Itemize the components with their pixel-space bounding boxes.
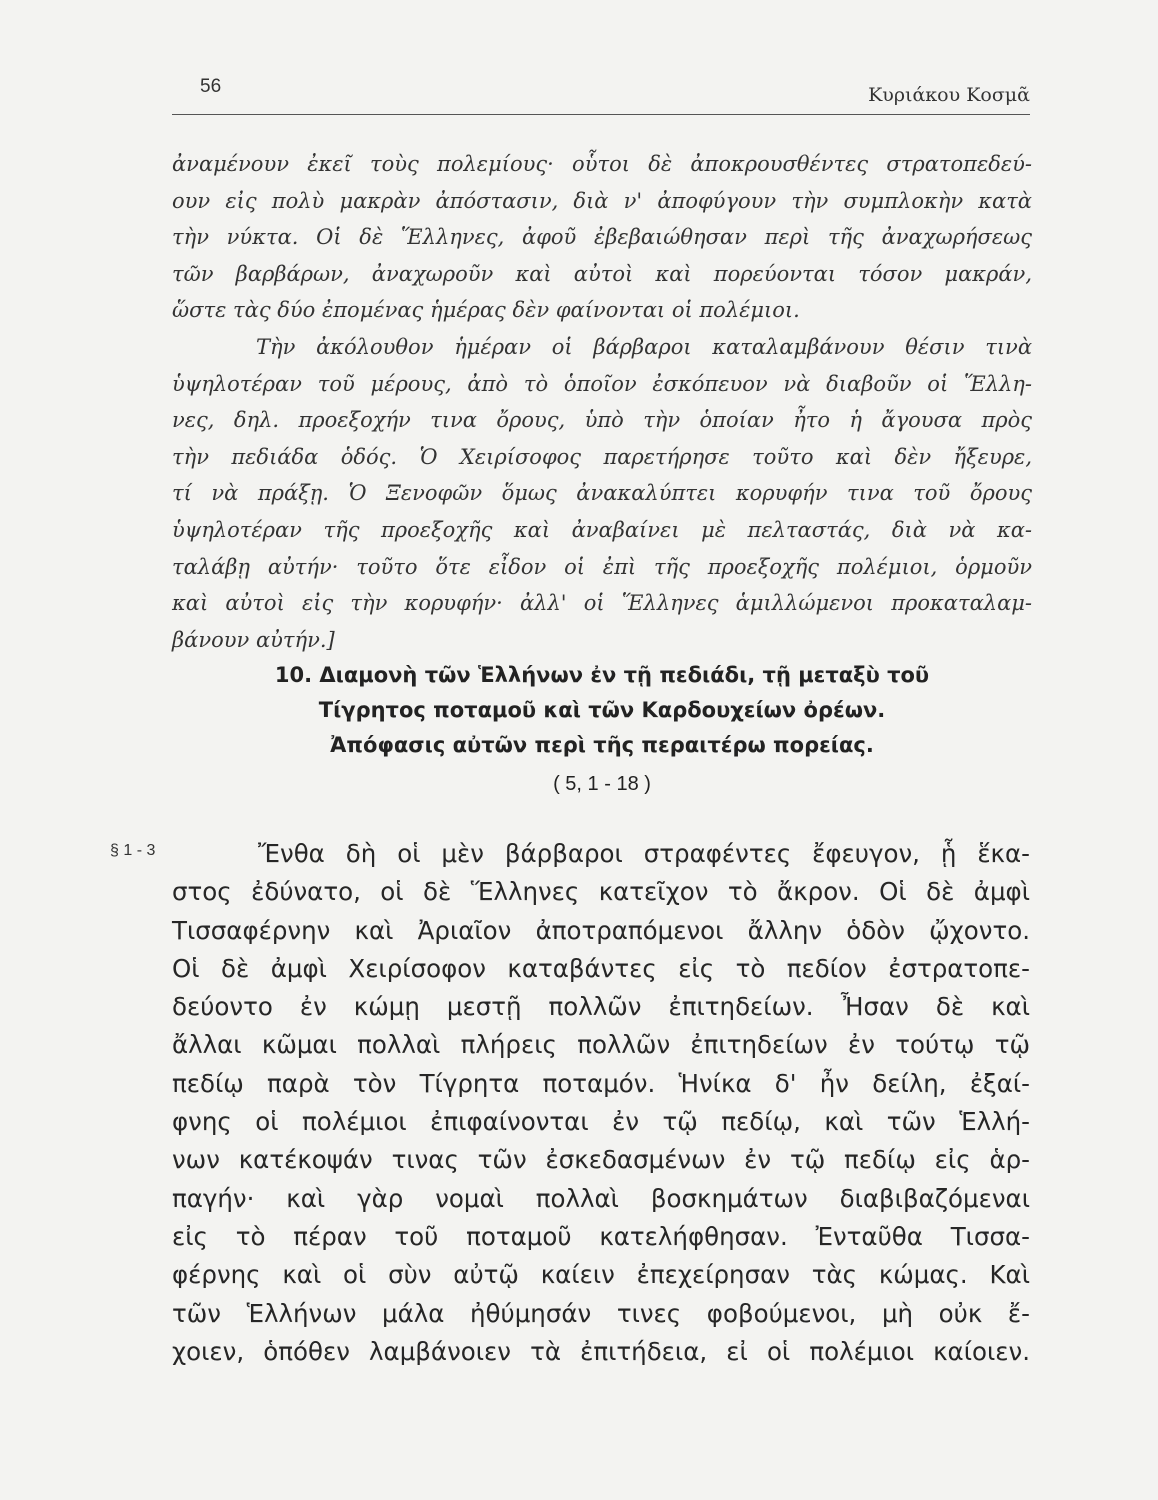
original-line: χοιεν, ὁπόθεν λαμβάνοιεν τὰ ἐπιτήδεια, εἰ οἱ πολέμιοι καίοιεν. xyxy=(172,1336,1030,1366)
translation-line: ουν εἰς πολὺ μακρὰν ἀπόστασιν, διὰ ν' ἀποφύγουν τὴν συμπλοκὴν κατὰ xyxy=(172,188,1032,213)
original-line: δεύοντο ἐν κώμῃ μεστῇ πολλῶν ἐπιτηδείων. Ἦσαν δὲ καὶ xyxy=(172,992,1030,1022)
original-line: παγήν· καὶ γὰρ νομαὶ πολλαὶ βοσκημάτων διαβιβαζόμεναι xyxy=(172,1183,1030,1213)
translation-line: τὴν νύκτα. Οἱ δὲ Ἕλληνες, ἀφοῦ ἐβεβαιώθησαν περὶ τῆς ἀναχωρήσεως xyxy=(172,225,1032,250)
translation-line: καὶ αὐτοὶ εἰς τὴν κορυφήν· ἀλλ' οἱ Ἕλληνες ἁμιλλώμενοι προκαταλαμ- xyxy=(172,591,1032,616)
original-line: στος ἐδύνατο, οἱ δὲ Ἕλληνες κατεῖχον τὸ ἄκρον. Οἱ δὲ ἀμφὶ xyxy=(172,877,1030,907)
translation-line: ὑψηλοτέραν τοῦ μέρους, ἀπὸ τὸ ὁποῖον ἐσκόπευον νὰ διαβοῦν οἱ Ἕλλη- xyxy=(172,371,1032,396)
translation-line: Τὴν ἀκόλουθον ἡμέραν οἱ βάρβαροι καταλαμβάνουν θέσιν τινὰ xyxy=(256,334,1032,359)
running-head: Κυριάκου Κοσμᾶ xyxy=(868,84,1030,106)
original-line: νων κατέκοψάν τινας τῶν ἐσκεδασμένων ἐν τῷ πεδίῳ εἰς ἁρ- xyxy=(172,1145,1030,1175)
translation-line: τῶν βαρβάρων, ἀναχωροῦν καὶ αὐτοὶ καὶ πορεύονται τόσον μακράν, xyxy=(172,261,1032,286)
translation-line: τί νὰ πράξῃ. Ὁ Ξενοφῶν ὅμως ἀνακαλύπτει κορυφήν τινα τοῦ ὄρους xyxy=(172,481,1032,506)
original-line: εἰς τὸ πέραν τοῦ ποταμοῦ κατελήφθησαν. Ἐνταῦθα Τισσα- xyxy=(172,1221,1030,1251)
original-line: φέρνης καὶ οἱ σὺν αὐτῷ καίειν ἐπεχείρησαν τὰς κώμας. Καὶ xyxy=(172,1260,1030,1290)
original-greek-paragraph xyxy=(172,835,1030,1371)
original-line: Ἔνθα δὴ οἱ μὲν βάρβαροι στραφέντες ἔφευγον, ᾗ ἕκα- xyxy=(258,839,1030,868)
original-line: Οἱ δὲ ἀμφὶ Χειρίσοφον καταβάντες εἰς τὸ πεδίον ἐστρατοπε- xyxy=(172,953,1030,983)
section-heading xyxy=(172,658,1032,802)
original-line: φνης οἱ πολέμιοι ἐπιφαίνονται ἐν τῷ πεδίῳ, καὶ τῶν Ἑλλή- xyxy=(172,1107,1030,1137)
section-reference: ( 5, 1 - 18 ) xyxy=(553,773,651,795)
section-title-line: Ἀπόφασις αὐτῶν περὶ τῆς περαιτέρω πορείας. xyxy=(330,733,874,757)
translation-line: ἀναμένουν ἐκεῖ τοὺς πολεμίους· οὗτοι δὲ ἀποκρουσθέντες στρατοπεδεύ- xyxy=(172,152,1032,176)
translation-line: ὑψηλοτέραν τῆς προεξοχῆς καὶ ἀναβαίνει μὲ πελταστάς, διὰ νὰ κα- xyxy=(172,517,1032,542)
translation-paragraph xyxy=(172,146,1032,658)
section-title-line: 10. Διαμονὴ τῶν Ἑλλήνων ἐν τῇ πεδιάδι, τῇ μεταξὺ τοῦ xyxy=(274,663,930,687)
translation-line: νες, δηλ. προεξοχήν τινα ὄρους, ὑπὸ τὴν ὁποίαν ἦτο ἡ ἄγουσα πρὸς xyxy=(172,408,1032,433)
page-number: 56 xyxy=(200,76,222,97)
original-line: ἄλλαι κῶμαι πολλαὶ πλήρεις πολλῶν ἐπιτηδείων ἐν τούτῳ τῷ xyxy=(172,1030,1030,1060)
original-line: πεδίῳ παρὰ τὸν Τίγρητα ποταμόν. Ἡνίκα δ' ἦν δείλη, ἐξαί- xyxy=(172,1068,1030,1098)
section-paragraph-mark: § 1 - 3 xyxy=(110,842,156,859)
translation-line: βάνουν αὐτήν.] xyxy=(172,627,335,652)
translation-line: ταλάβῃ αὐτήν· τοῦτο ὅτε εἶδον οἱ ἐπὶ τῆς προεξοχῆς πολέμιοι, ὁρμοῦν xyxy=(172,554,1032,579)
translation-line: ὥστε τὰς δύο ἐπομένας ἡμέρας δὲν φαίνονται οἱ πολέμιοι. xyxy=(172,298,800,323)
page-header xyxy=(172,74,1030,115)
translation-line: τὴν πεδιάδα ὁδός. Ὁ Χειρίσοφος παρετήρησε τοῦτο καὶ δὲν ἤξευρε, xyxy=(172,444,1032,469)
original-line: Τισσαφέρνην καὶ Ἀριαῖον ἀποτραπόμενοι ἄλλην ὁδὸν ᾤχοντο. xyxy=(172,915,1030,945)
section-title-line: Τίγρητος ποταμοῦ καὶ τῶν Καρδουχείων ὀρέων. xyxy=(318,698,886,722)
original-line: τῶν Ἑλλήνων μάλα ἠθύμησάν τινες φοβούμενοι, μὴ οὐκ ἔ- xyxy=(172,1298,1030,1328)
